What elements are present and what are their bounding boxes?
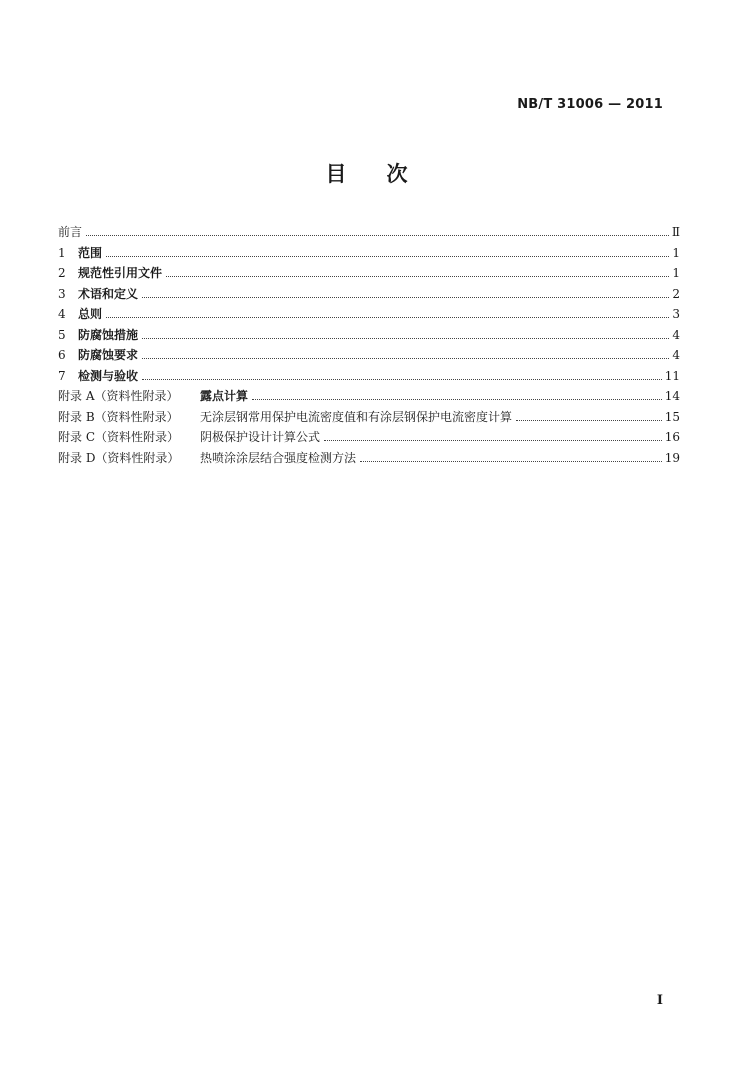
toc-entry-number: 1	[58, 245, 66, 260]
toc-entry-page: 16	[664, 430, 680, 444]
toc-entry-3[interactable]	[58, 285, 680, 306]
toc-appendix-prefix: 附录 B（资料性附录）	[58, 409, 179, 424]
toc-entry-1[interactable]	[58, 244, 680, 265]
page-number: I	[656, 993, 663, 1008]
toc-entry-page: 3	[672, 307, 680, 321]
toc-entry-label: 规范性引用文件	[78, 266, 163, 280]
toc-dot-leader	[324, 440, 662, 441]
toc-entry-page: 11	[664, 368, 680, 383]
toc-entry-label: 露点计算	[200, 389, 249, 403]
toc-entry-label: 术语和定义	[78, 286, 139, 301]
page-title: 目次	[325, 162, 448, 186]
toc-appendix-prefix: 附录 D（资料性附录）	[58, 450, 180, 465]
toc-entry-number: 2	[58, 266, 66, 280]
toc-entry-appendix-d[interactable]	[58, 449, 680, 470]
toc-dot-leader	[166, 276, 669, 277]
toc-entry-label: 防腐蚀措施	[78, 327, 139, 342]
toc-entry-appendix-b[interactable]	[58, 408, 680, 429]
toc-dot-leader	[106, 256, 669, 257]
toc-entry-label: 总则	[78, 307, 103, 321]
toc-entry-page: 19	[664, 450, 680, 465]
toc-entry-number: 4	[58, 307, 66, 321]
toc-entry-label: 范围	[78, 245, 103, 260]
toc-entry-label: 热喷涂涂层结合强度检测方法	[200, 450, 357, 465]
toc-entry-7[interactable]	[58, 367, 680, 388]
toc-dot-leader	[142, 297, 669, 298]
toc-entry-number: 6	[58, 348, 66, 362]
toc-entry-page: 14	[664, 389, 680, 403]
standard-code: NB/T 31006 — 2011	[517, 97, 663, 112]
toc-entry-page: 1	[672, 245, 680, 260]
toc-entry-appendix-a[interactable]	[58, 387, 680, 408]
toc-entry-label: 前言	[58, 225, 83, 239]
toc-dot-leader	[516, 420, 662, 421]
toc-entry-6[interactable]	[58, 346, 680, 367]
toc-dot-leader	[142, 379, 662, 380]
toc-entry-number: 7	[58, 368, 66, 383]
toc-entry-number: 5	[58, 327, 66, 342]
toc-entry-label: 防腐蚀要求	[78, 348, 139, 362]
toc-dot-leader	[106, 317, 669, 318]
toc-entry-page: 4	[672, 327, 680, 342]
toc-entry-5[interactable]	[58, 326, 680, 347]
toc-appendix-prefix: 附录 C（资料性附录）	[58, 430, 179, 444]
toc-entry-foreword[interactable]	[58, 223, 680, 244]
toc-entry-page: 1	[672, 266, 680, 280]
toc-dot-leader	[252, 399, 662, 400]
toc-entry-4[interactable]	[58, 305, 680, 326]
toc-entry-page: 2	[672, 286, 680, 301]
toc-entry-label: 阴极保护设计计算公式	[200, 430, 321, 444]
toc-entry-appendix-c[interactable]	[58, 428, 680, 449]
toc-dot-leader	[86, 235, 669, 236]
toc-dot-leader	[142, 358, 669, 359]
toc-appendix-prefix: 附录 A（资料性附录）	[58, 389, 179, 403]
toc-dot-leader	[360, 461, 662, 462]
toc-entry-2[interactable]	[58, 264, 680, 285]
table-of-contents	[58, 223, 680, 469]
toc-entry-page: 4	[672, 348, 680, 362]
toc-entry-page: 15	[664, 409, 680, 424]
toc-entry-label: 无涂层钢常用保护电流密度值和有涂层钢保护电流密度计算	[200, 409, 513, 424]
toc-entry-number: 3	[58, 286, 66, 301]
toc-dot-leader	[142, 338, 669, 339]
toc-entry-page: Ⅱ	[671, 225, 680, 239]
toc-entry-label: 检测与验收	[78, 368, 139, 383]
